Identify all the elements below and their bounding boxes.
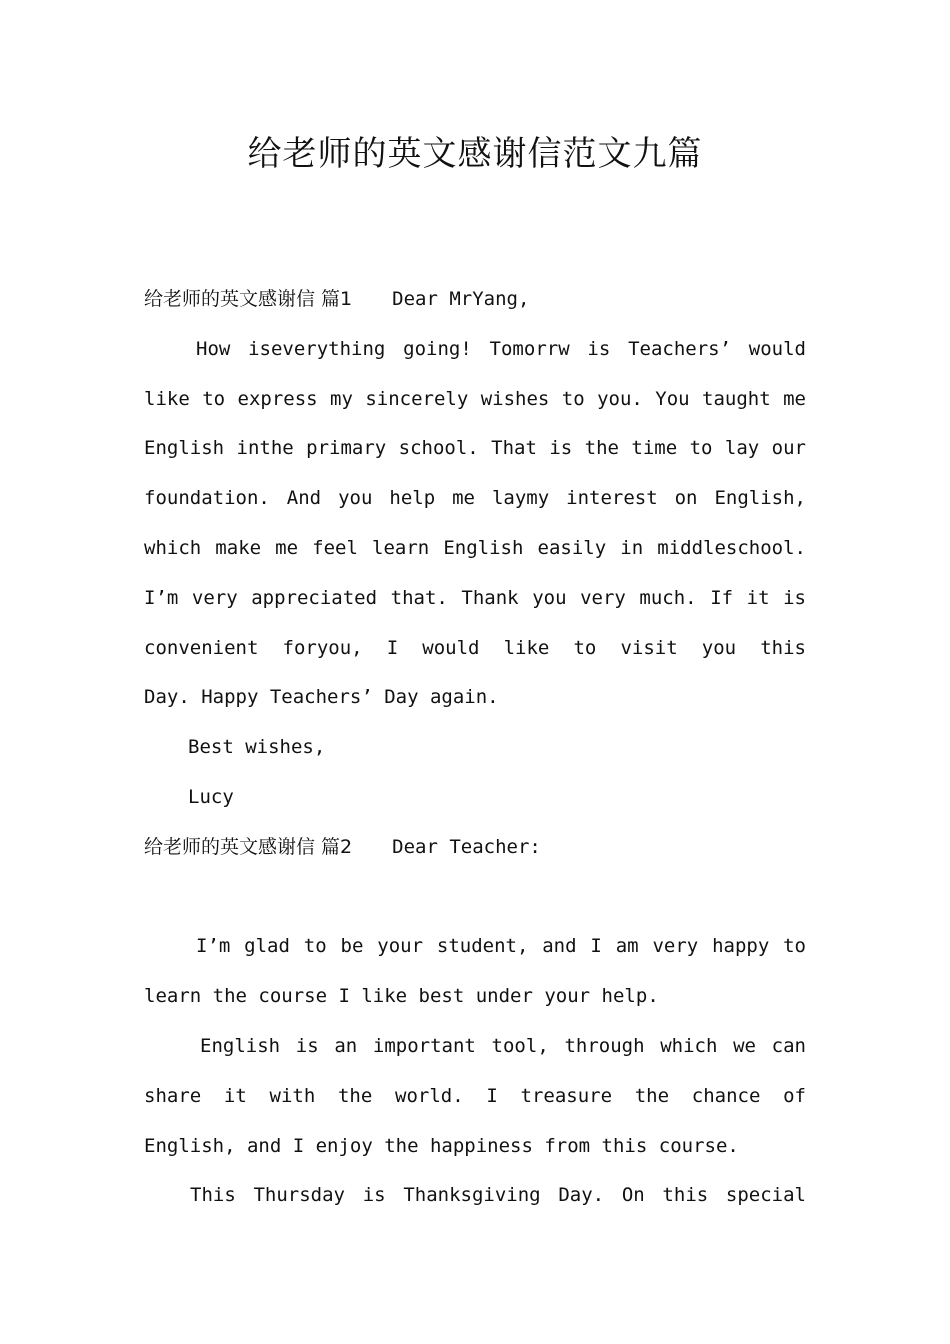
letter2-heading-line	[144, 823, 806, 873]
letter1-line: foundation. And you help me laymy interest on English,	[144, 487, 806, 510]
letter1-line: which make me feel learn English easily in middleschool.	[144, 536, 806, 559]
letter1-signature: Lucy	[188, 785, 234, 808]
letter2-para2-line: English is an important tool, through which we can	[200, 1034, 806, 1057]
blank-line	[144, 873, 806, 923]
letter1-line: like to express my sincerely wishes to you. You taught me	[144, 387, 806, 410]
letter1-heading-line	[144, 275, 806, 325]
letter2-salutation: Dear Teacher:	[392, 835, 541, 858]
letter2-para1-line: I’m glad to be your student, and I am very happy to	[196, 935, 806, 958]
letter1-closing: Best wishes,	[188, 736, 326, 759]
letter2-para3-line: This Thursday is Thanksgiving Day. On this special	[190, 1184, 806, 1207]
document-body	[144, 275, 806, 1221]
letter2-heading: 给老师的英文感谢信 篇2	[144, 835, 353, 858]
document-title: 给老师的英文感谢信范文九篇	[247, 134, 703, 174]
letter1-line: Day. Happy Teachers’ Day again.	[144, 686, 499, 709]
letter1-salutation: Dear MrYang,	[392, 288, 530, 310]
letter2-para1-line: learn the course I like best under your help.	[144, 985, 659, 1008]
letter1-line: How iseverything going! Tomorrw is Teachers’ would	[196, 337, 806, 360]
letter2-para2-line: share it with the world. I treasure the chance of	[144, 1084, 806, 1107]
letter2-para2-line: English, and I enjoy the happiness from this course.	[144, 1134, 739, 1157]
letter1-line: English inthe primary school. That is the time to lay our	[144, 437, 806, 460]
letter1-heading: 给老师的英文感谢信 篇1	[144, 288, 353, 310]
letter1-line: convenient foryou, I would like to visit you this	[144, 636, 806, 659]
letter1-line: I’m very appreciated that. Thank you very much. If it is	[144, 586, 806, 609]
